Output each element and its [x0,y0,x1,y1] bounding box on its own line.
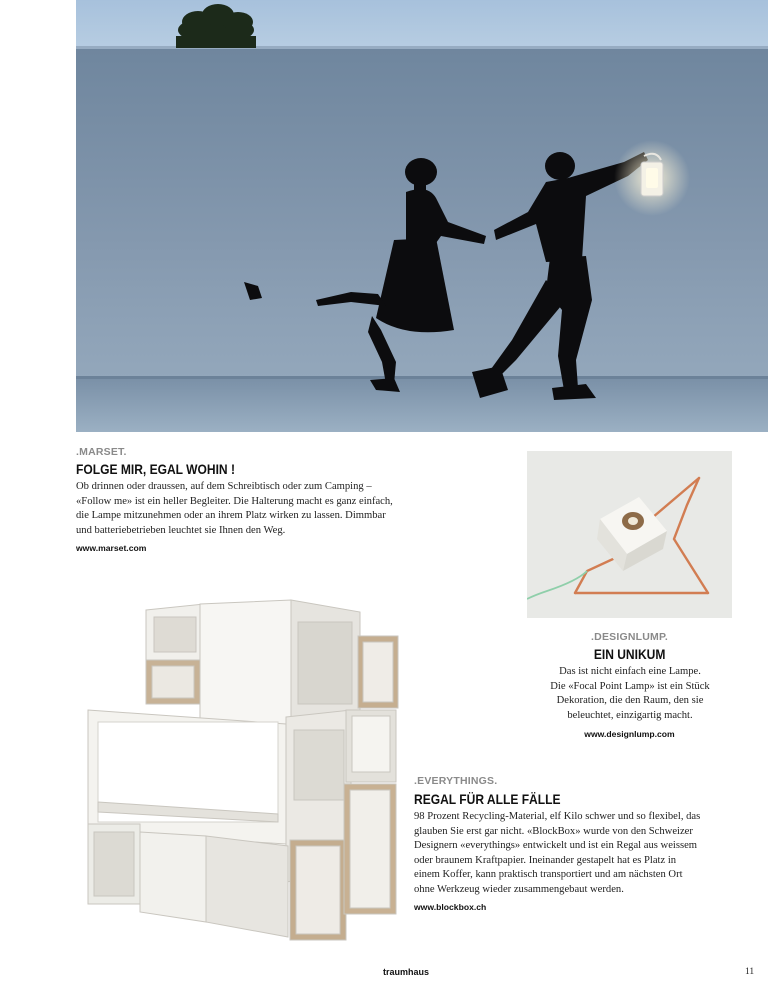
lamp-illustration [527,451,732,618]
everythings-body-line: ohne Werkzeug wieder zusammengebaut werden. [414,883,624,895]
marset-body-line: «Follow me» ist ein heller Begleiter. Die Halterung macht es ganz einfach, [76,495,393,507]
everythings-body-line: Designern «everythings» entwickelt und ist ein Regal aus weissem [414,840,698,852]
designlump-body-line: Das ist nicht einfach eine Lampe. [559,666,701,677]
photo-blockbox-shelf [76,592,411,970]
photo-couple-with-lamp [76,0,768,432]
marset-url-link[interactable]: www.marset.com [76,543,147,553]
couple-illustration [76,0,768,432]
designlump-body-line: beleuchtet, einzigartig macht. [567,709,693,721]
designlump-headline: EIN UNIKUM [593,646,666,662]
lantern-icon [614,140,690,216]
shelf-illustration [76,592,411,970]
designlump-body [520,665,740,723]
photo-focal-point-lamp [527,451,732,618]
designlump-kicker: .DESIGNLUMP. [591,631,668,643]
designlump-url-link[interactable]: www.designlump.com [584,729,675,739]
marset-headline: FOLGE MIR, EGAL WOHIN ! [76,461,235,477]
everythings-body-line: oder braunem Kraftpapier. Ineinander gestapelt hat es Platz in [414,854,677,866]
page-number: 11 [745,967,755,977]
everythings-kicker: .EVERYTHINGS. [414,775,498,787]
marset-kicker: .MARSET. [76,446,127,458]
everythings-body [414,810,764,898]
designlump-body-line: Die «Focal Point Lamp» ist ein Stück [550,680,710,692]
everythings-headline: REGAL FÜR ALLE FÄLLE [414,791,561,807]
marset-body [76,480,436,538]
designlump-headline-wrap [527,646,732,664]
everythings-body-line: glauben Sie erst gar nicht. «BlockBox» wurde von den Schweizer [414,825,693,837]
marset-body-line: und batteriebetrieben leuchtet sie Ihnen den Weg. [76,524,286,536]
designlump-body-line: Dekoration, die den Raum, den sie [556,695,704,707]
everythings-body-line: einem Koffer, kann praktisch transportiert und am nächsten Ort [414,869,683,881]
marset-body-line: die Lampe mitzunehmen oder an ihrem Platz wirken zu lassen. Dimmbar [76,510,386,522]
marset-body-line: Ob drinnen oder draussen, auf dem Schreibtisch oder zum Camping – [76,481,372,492]
everythings-url-link[interactable]: www.blockbox.ch [414,902,487,912]
everythings-body-line: 98 Prozent Recycling-Material, elf Kilo schwer und so flexibel, das [414,811,701,822]
footer-magazine-title: traumhaus [383,967,430,977]
